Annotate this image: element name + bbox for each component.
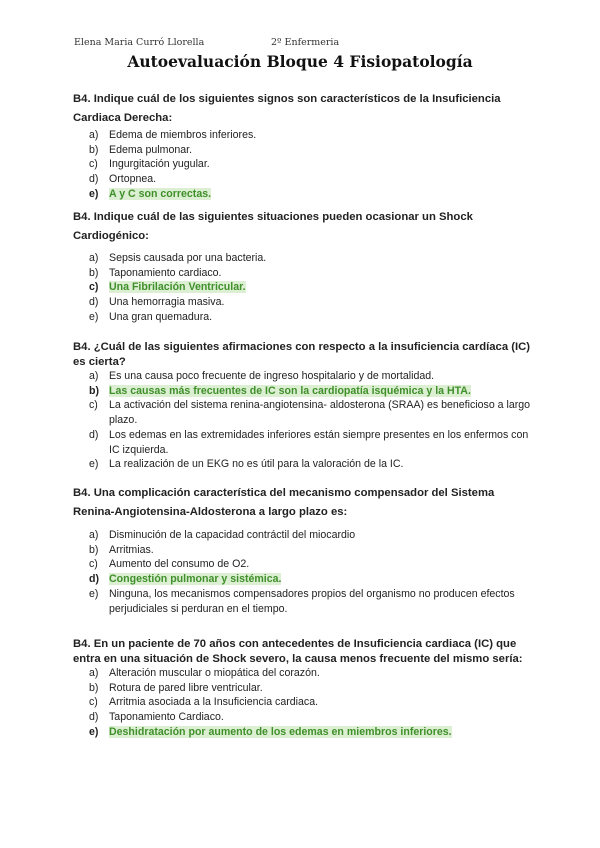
option-letter: b) [89, 681, 99, 694]
option-text: Los edemas en las extremidades inferiores están siempre presentes en los enfermos con IC izquierda. [109, 428, 529, 456]
question-text: B4. Indique cuál de las siguientes situaciones pueden ocasionar un Shock Cardiogénico: [73, 211, 473, 242]
option-text: A y C son correctas. [109, 187, 212, 200]
option-text: Taponamiento cardiaco. [109, 266, 222, 279]
option-letter: e) [89, 587, 99, 600]
option [89, 428, 533, 457]
option-text: Una hemorragia masiva. [109, 296, 225, 309]
correct-option [89, 280, 533, 295]
option-letter: e) [89, 725, 99, 738]
question [73, 208, 533, 325]
option-list [73, 666, 533, 740]
correct-option [89, 384, 533, 399]
option-letter: b) [89, 266, 99, 279]
question [73, 484, 533, 616]
question-text: B4. Indique cuál de los siguientes signos son característicos de la Insuficiencia Cardiaca Derecha: [73, 93, 501, 124]
option-text: Ninguna, los mecanismos compensadores propios del organismo no producen efectos perjudiciales si perduran en el tiempo. [109, 587, 515, 615]
option-letter: b) [89, 543, 99, 556]
option-letter: a) [89, 529, 99, 541]
option-letter: d) [89, 573, 99, 586]
option-text: Es una causa poco frecuente de ingreso hospitalario y de mortalidad. [109, 370, 435, 382]
option [89, 457, 533, 472]
option [89, 557, 533, 572]
option-text: Disminución de la capacidad contráctil del miocardio [109, 529, 356, 541]
question-text: B4. ¿Cuál de las siguientes afirmaciones con respecto a la insuficiencia cardíaca (IC) es cierta? [73, 341, 531, 368]
question [73, 90, 533, 202]
option-letter: c) [89, 281, 99, 294]
option [89, 528, 533, 543]
option-list [73, 251, 533, 325]
option-text: La realización de un EKG no es útil para la valoración de la IC. [109, 458, 404, 471]
option-letter: b) [89, 384, 99, 397]
option-text: Las causas más frecuentes de IC son la cardiopatía isquémica y la HTA. [109, 384, 471, 397]
option-text: Edema pulmonar. [109, 143, 193, 156]
option-text: Arritmia asociada a la Insuficiencia cardiaca. [109, 696, 319, 709]
option-text: Sepsis causada por una bacteria. [109, 252, 267, 264]
question-text: B4. Una complicación característica del mecanismo compensador del Sistema Renina-Angiotensina-Aldosterona a largo plazo es: [73, 487, 495, 518]
option [89, 543, 533, 558]
option-text: Una Fibrilación Ventricular. [109, 281, 246, 294]
option-letter: d) [89, 296, 99, 309]
correct-option [89, 725, 533, 740]
option-text: Edema de miembros inferiores. [109, 129, 257, 141]
option-letter: a) [89, 252, 99, 264]
option-text: Congestión pulmonar y sistémica. [109, 573, 282, 586]
option-text: Ingurgitación yugular. [109, 158, 210, 171]
option-letter: e) [89, 187, 99, 200]
option-letter: c) [89, 696, 98, 709]
option [89, 157, 533, 172]
option-text: Deshidratación por aumento de los edemas en miembros inferiores. [109, 725, 452, 738]
option-text: Ortopnea. [109, 173, 157, 186]
option-letter: a) [89, 129, 99, 141]
option-list [73, 528, 533, 616]
option-letter: c) [89, 399, 98, 412]
option-text: Aumento del consumo de O2. [109, 558, 250, 571]
option-letter: a) [89, 370, 99, 382]
option-list [73, 369, 533, 472]
option-letter: b) [89, 143, 99, 156]
option [89, 266, 533, 281]
author-name: Elena Maria Curró Llorella [74, 37, 205, 48]
option-letter: e) [89, 458, 99, 471]
option-letter: d) [89, 711, 99, 724]
option-letter: c) [89, 158, 98, 171]
option [89, 666, 533, 681]
option [89, 310, 533, 325]
option-letter: d) [89, 428, 99, 441]
option [89, 295, 533, 310]
question-text: B4. En un paciente de 70 años con antecedentes de Insuficiencia cardiaca (IC) que entra en una situación de Shock severo, la causa menos frecuente del mismo sería: [73, 638, 523, 665]
option-letter: a) [89, 667, 99, 679]
option [89, 251, 533, 266]
question [73, 637, 533, 740]
option-list [73, 128, 533, 202]
option-text: Taponamiento Cardiaco. [109, 711, 224, 724]
option-text: Arritmias. [109, 543, 154, 556]
option [89, 587, 533, 616]
option-text: Una gran quemadura. [109, 310, 213, 323]
course-label: 2º Enfermeria [271, 37, 340, 48]
option [89, 172, 533, 187]
option [89, 681, 533, 696]
correct-option [89, 187, 533, 202]
correct-option [89, 572, 533, 587]
option-text: La activación del sistema renina-angiotensina- aldosterona (SRAA) es beneficioso a largo plazo. [109, 399, 531, 427]
option [89, 128, 533, 143]
option [89, 398, 533, 427]
option [89, 710, 533, 725]
page-title: Autoevaluación Bloque 4 Fisiopatología [127, 52, 473, 71]
option-letter: e) [89, 310, 99, 323]
question [73, 340, 533, 472]
option-letter: c) [89, 558, 98, 571]
option-letter: d) [89, 173, 99, 186]
option-text: Rotura de pared libre ventricular. [109, 681, 263, 694]
option [89, 143, 533, 158]
option-text: Alteración muscular o miopática del corazón. [109, 667, 320, 679]
option [89, 369, 533, 384]
option [89, 695, 533, 710]
